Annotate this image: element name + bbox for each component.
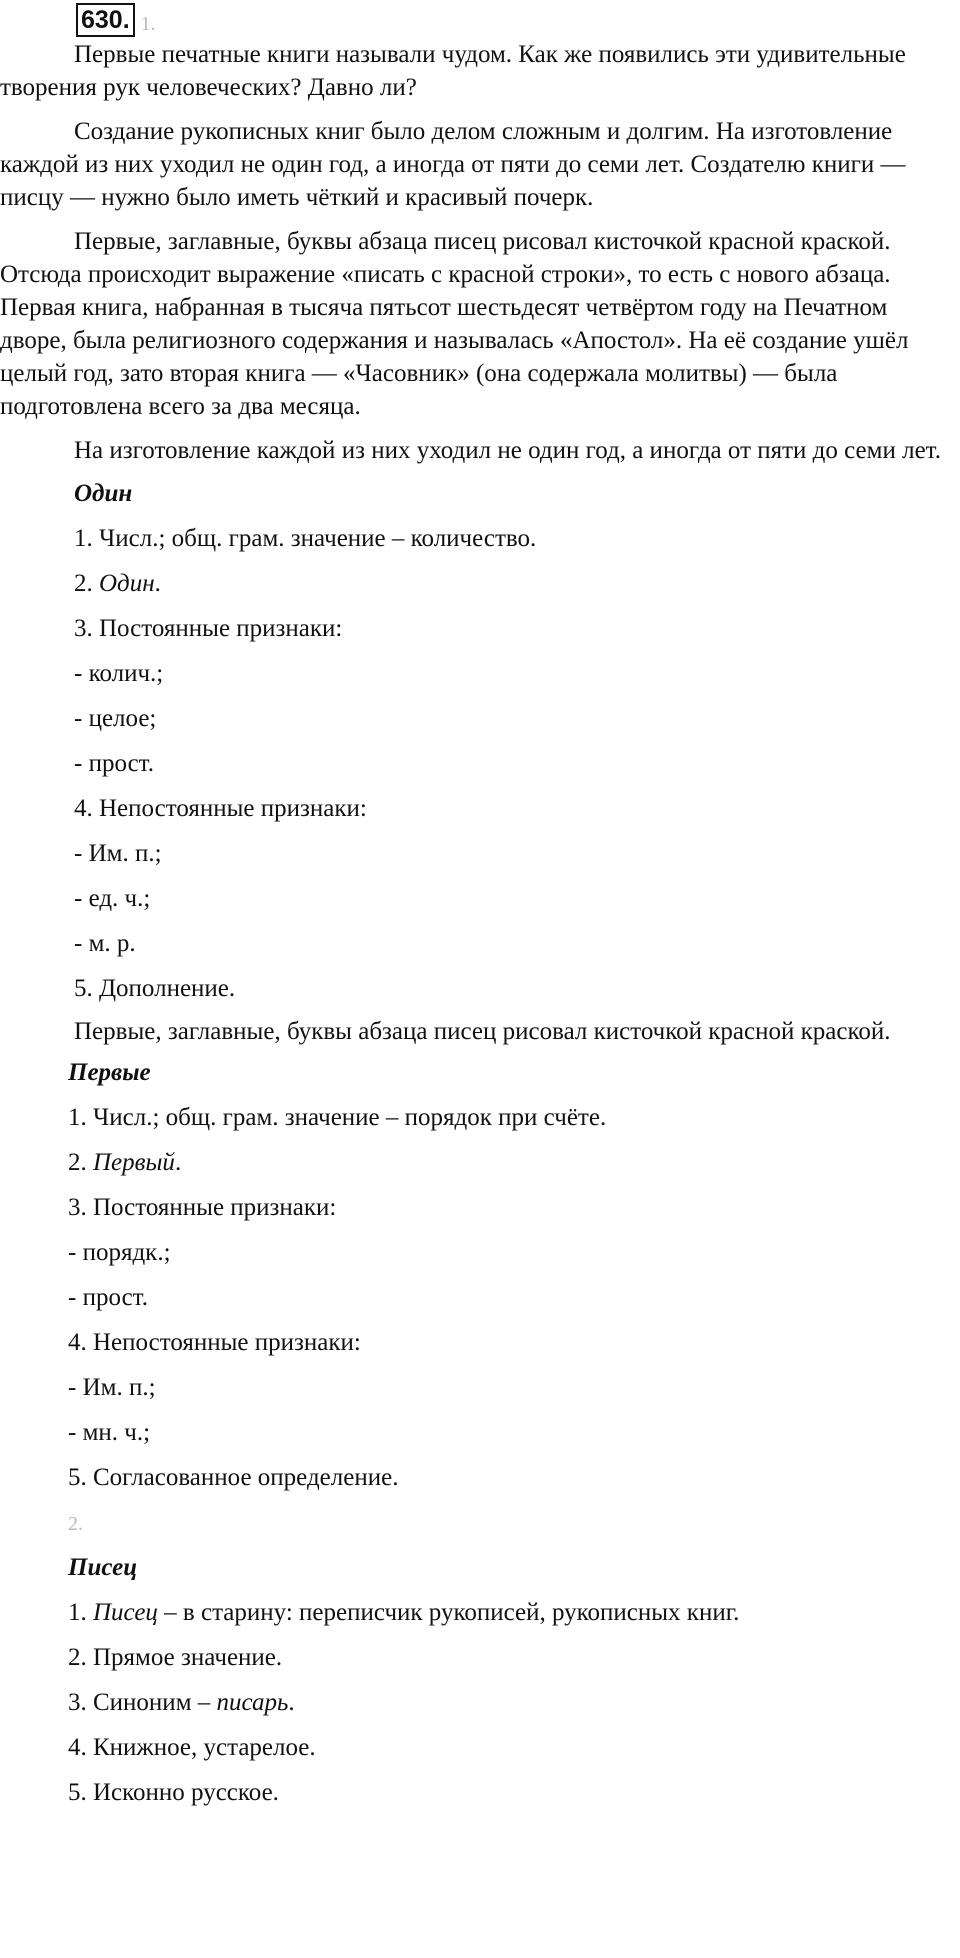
analysis-line: 2. Первый. [68, 1149, 182, 1176]
analysis-line: 2. Прямое значение. [68, 1644, 283, 1671]
analysis-line: - прост. [68, 1284, 148, 1311]
part-1-label: 1. [140, 12, 156, 35]
paragraph: Первые, заглавные, буквы абзаца писец рисовал кисточкой красной краской. [74, 1018, 891, 1045]
analysis-line: - порядк.; [68, 1239, 171, 1266]
analysis-line: 1. Числ.; общ. грам. значение – порядок при счёте. [68, 1104, 607, 1131]
analysis-line: 3. Синоним – писарь. [68, 1689, 295, 1716]
synonym: писарь [216, 1689, 289, 1716]
analysis-word: Один [74, 480, 133, 507]
analysis-line: - колич.; [74, 660, 164, 687]
analysis-line: 4. Непостоянные признаки: [68, 1329, 361, 1356]
analysis-word: Писец [68, 1554, 138, 1581]
paragraph: На изготовление каждой из них уходил не один год, а иногда от пяти до семи лет. [74, 437, 941, 464]
exercise-header [76, 2, 156, 38]
analysis-line: - прост. [74, 750, 154, 777]
definition: – в старину: переписчик рукописей, рукописных книг. [157, 1599, 740, 1626]
analysis-odin [0, 471, 960, 1011]
headword: Писец [93, 1599, 158, 1626]
analysis-line: 1. Числ.; общ. грам. значение – количество. [74, 525, 537, 552]
analysis-line: 5. Согласованное определение. [68, 1464, 399, 1491]
exercise-text [0, 38, 960, 1815]
analysis-pervye [0, 1050, 960, 1500]
analysis-line: 4. Книжное, устарелое. [68, 1734, 316, 1761]
initial-form: Один [99, 570, 155, 597]
synonym-label: 3. Синоним – [68, 1689, 217, 1716]
analysis-line [0, 1590, 960, 1635]
analysis-line: - мн. ч.; [68, 1419, 151, 1446]
analysis-line: 4. Непостоянные признаки: [74, 795, 367, 822]
analysis-word: Первые [68, 1059, 151, 1086]
analysis-line: 2. Один. [74, 570, 161, 597]
exercise-number: 630. [76, 3, 135, 37]
line-number: 1. [68, 1599, 87, 1626]
initial-form: Первый [93, 1149, 175, 1176]
part-2-label: 2. [68, 1513, 83, 1535]
paragraph: Создание рукописных книг было делом сложным и долгим. На изготовление каждой из них уходил не один год, а иногда от пяти до семи лет. Создателю книги — писцу — нужно было иметь чёткий и красивый почерк. [0, 118, 906, 211]
analysis-line: - Им. п.; [68, 1374, 156, 1401]
analysis-line: 3. Постоянные признаки: [68, 1194, 337, 1221]
paragraph: Первые печатные книги называли чудом. Как же появились эти удивительные творения рук человеческих? Давно ли? [0, 41, 906, 101]
analysis-line: 5. Исконно русское. [68, 1779, 279, 1806]
paragraph: Первые, заглавные, буквы абзаца писец рисовал кисточкой красной краской. Отсюда происходит выражение «писать с красной строки», то есть с нового абзаца. Первая книга, набранная в тысяча пятьсот шестьдесят четвёртом году на Печатном дворе, была религиозного содержания и называлась «Апостол». На её создание ушёл целый год, зато вторая книга — «Часовник» (она содержала молитвы) — была подготовлена всего за два месяца. [0, 228, 909, 420]
analysis-line: - Им. п.; [74, 840, 162, 867]
analysis-line: 3. Постоянные признаки: [74, 615, 343, 642]
analysis-line: 5. Дополнение. [74, 975, 236, 1002]
line-number: 2. [68, 1149, 87, 1176]
analysis-pisets [0, 1545, 960, 1815]
analysis-line: - м. р. [74, 930, 136, 957]
analysis-line: - ед. ч.; [74, 885, 151, 912]
line-number: 2. [74, 570, 93, 597]
analysis-line: - целое; [74, 705, 157, 732]
